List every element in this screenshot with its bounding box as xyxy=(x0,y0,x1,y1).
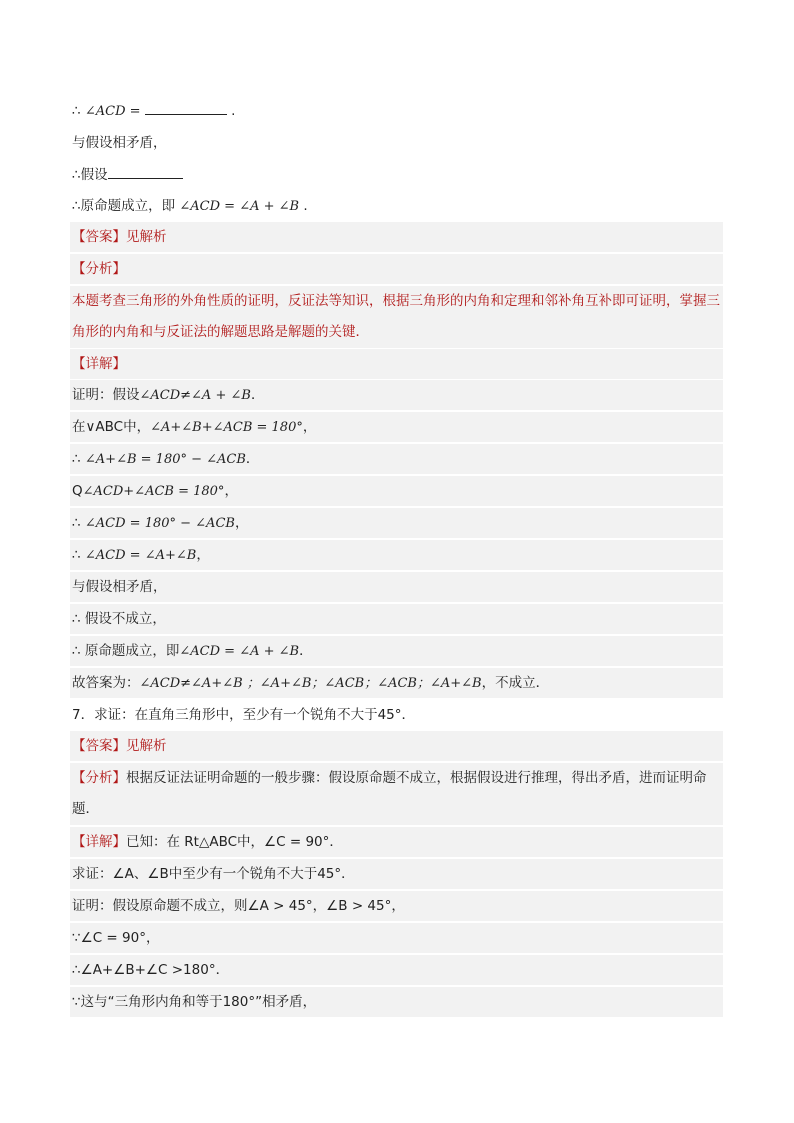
step-text: 证明：假设 xyxy=(72,387,140,403)
therefore-symbol: ∴ xyxy=(72,103,81,119)
q7-step: 证明：假设原命题不成立，则∠A > 45°，∠B > 45°， xyxy=(70,891,723,921)
step-text: ∴ 原命题成立，即 xyxy=(72,643,180,659)
q6-step xyxy=(70,412,723,442)
q7-answer: 【答案】见解析 xyxy=(70,731,723,761)
line-text: ∴原命题成立，即 xyxy=(72,198,176,214)
math-expression: ∠A+∠B = 180° − ∠ACB xyxy=(84,452,246,467)
q7-step: ∵∠C = 90°， xyxy=(70,923,723,953)
analysis-label: 【分析】 xyxy=(72,770,126,786)
q7-analysis xyxy=(70,763,723,825)
math-expression: ∠ACD+∠ACB = 180° xyxy=(82,484,225,499)
punctuation: . xyxy=(303,198,308,214)
q7-question: 7．求证：在直角三角形中，至少有一个锐角不大于45°． xyxy=(72,707,416,723)
punctuation: ，不成立． xyxy=(481,675,550,691)
q6-step xyxy=(70,636,723,666)
step-text: 与假设相矛盾， xyxy=(72,579,167,595)
math-expression: ∠A+∠B+∠ACB = 180° xyxy=(150,420,303,435)
analysis-text: 根据反证法证明命题的一般步骤：假设原命题不成立，根据假设进行推理，得出矛盾，进而证明命题． xyxy=(72,770,707,817)
q6-answer: 【答案】见解析 xyxy=(70,222,723,252)
punctuation: ． xyxy=(245,451,260,467)
math-expression: ∠ACD = xyxy=(84,104,141,119)
punctuation: . xyxy=(231,103,236,119)
math-expression: ∠ACD≠∠A + ∠B xyxy=(139,388,251,403)
step-text: ∴ 假设不成立， xyxy=(72,611,166,627)
math-expression: ∠ACD = 180° − ∠ACB xyxy=(84,516,235,531)
step-text: ∴ xyxy=(72,515,85,531)
math-expression: ∠ACD = ∠A + ∠B xyxy=(179,644,300,659)
punctuation: ， xyxy=(302,419,317,435)
q7-step: 求证：∠A、∠B中至少有一个锐角不大于45°． xyxy=(70,859,723,889)
step-text: ∴ xyxy=(72,451,85,467)
q6-step xyxy=(70,444,723,474)
q7-detail xyxy=(70,827,723,857)
answer-blank xyxy=(108,164,183,179)
math-expression: ∠ACD = ∠A+∠B xyxy=(84,548,197,563)
q6-detail-label: 【详解】 xyxy=(70,349,723,379)
step-text: 在∨ABC中， xyxy=(72,419,151,435)
step-text: 故答案为： xyxy=(72,675,140,691)
detail-label: 【详解】 xyxy=(72,834,126,850)
step-text: Q xyxy=(72,483,83,499)
preface-line-2: 与假设相矛盾， xyxy=(72,135,167,151)
q6-step xyxy=(70,572,723,602)
q6-analysis-label: 【分析】 xyxy=(70,254,723,284)
q6-analysis-text: 本题考查三角形的外角性质的证明，反证法等知识，根据三角形的内角和定理和邻补角互补即可证明，掌握三角形的内角和与反证法的解题思路是解题的关键． xyxy=(70,286,723,348)
punctuation: ． xyxy=(299,643,313,659)
preface-line-1 xyxy=(70,96,723,126)
step-text: ∴ xyxy=(72,547,85,563)
line-text: ∴假设 xyxy=(72,167,108,183)
math-expression: ∠ACD = ∠A + ∠B xyxy=(179,199,300,214)
answer-blank xyxy=(145,100,227,115)
math-expression: ∠ACD≠∠A+∠B ；∠A+∠B；∠ACB；∠ACB；∠A+∠B xyxy=(139,676,482,691)
punctuation: ， xyxy=(196,547,210,563)
preface-line-3 xyxy=(70,160,723,190)
punctuation: ， xyxy=(234,515,249,531)
q6-step xyxy=(70,380,723,410)
q6-step xyxy=(70,476,723,506)
q6-final-answer xyxy=(70,668,723,698)
preface-line-4 xyxy=(70,191,723,221)
punctuation: ． xyxy=(250,387,265,403)
q7-step: ∵这与“三角形内角和等于180°”相矛盾， xyxy=(70,987,723,1017)
q6-step xyxy=(70,508,723,538)
q6-step xyxy=(70,540,723,570)
q6-step xyxy=(70,604,723,634)
punctuation: ， xyxy=(224,483,238,499)
q7-step: ∴∠A+∠B+∠C >180°． xyxy=(70,955,723,985)
detail-text: 已知：在 Rt△ABC中，∠C = 90°． xyxy=(126,834,343,850)
